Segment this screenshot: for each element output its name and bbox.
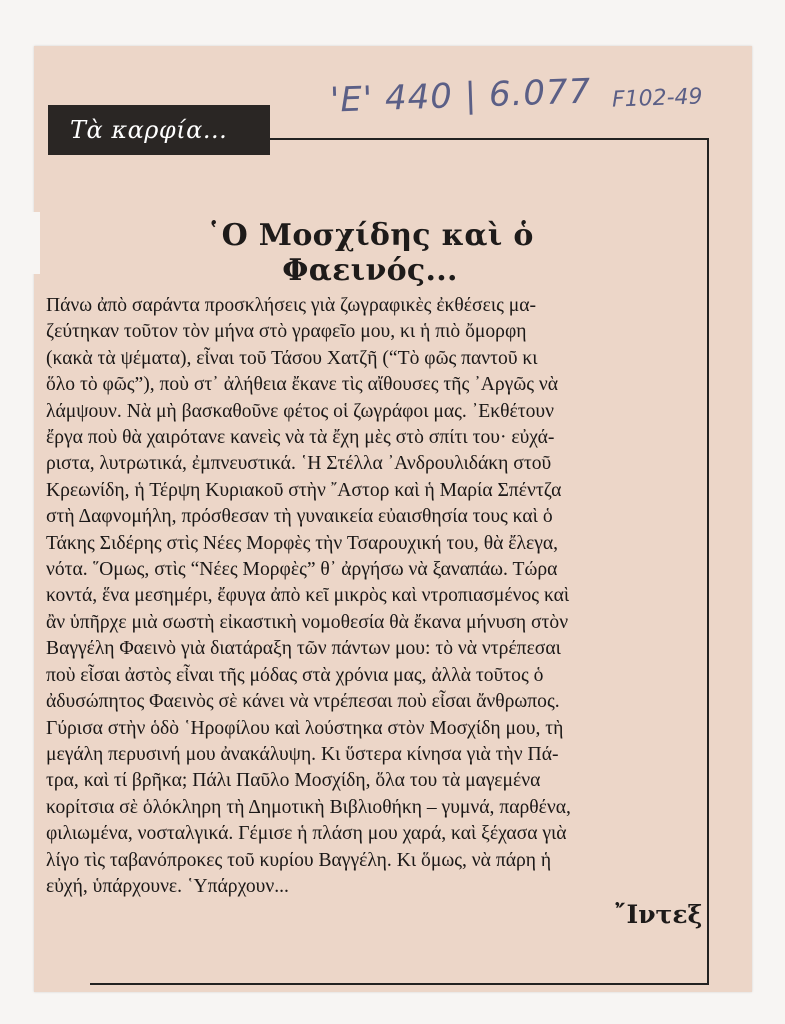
article-line: ζεύτηκαν τοῦτον τὸν μήνα στὸ γραφεῖο μου, κι ἡ πιὸ ὄμορφη (46, 321, 527, 343)
section-label: Τὰ καρφία... (48, 105, 270, 155)
article-line: νότα. ῞Ομως, στὶς “Νέες Μορφὲς” θ᾽ ἀργήσω νὰ ξαναπάω. Τώρα (46, 559, 558, 581)
article-body (46, 293, 700, 900)
article-line: Τάκης Σιδέρης στὶς Νέες Μορφὲς τὴν Τσαρουχική του, θὰ ἔλεγα, (46, 532, 559, 554)
article-line: λάμψουν. Νὰ μὴ βασκαθοῦνε φέτος οἱ ζωγράφοι μας. ᾽Εκθέτουν (46, 400, 554, 422)
article-line: τρα, καὶ τί βρῆκα; Πάλι Παῦλο Μοσχίδη, ὅλα του τὰ μαγεμένα (46, 770, 541, 792)
article-line: στὴ Δαφνομήλη, πρόσθεσαν τὴ γυναικεία εὐαισθησία τους καὶ ὁ (46, 506, 553, 528)
article-line: ριστα, λυτρωτικά, ἐμπνευστικά. ῾Η Στέλλα ᾽Ανδρουλιδάκη στοῦ (46, 453, 552, 475)
article-line: μεγάλη περυσινή μου ἀνακάλυψη. Κι ὕστερα κίνησα γιὰ τὴν Πά- (46, 743, 559, 765)
article-line: ποὺ εἶσαι ἀστὸς εἶναι τῆς μόδας στὰ χρόνια μας, ἀλλὰ τοῦτος ὁ (46, 664, 544, 686)
article-line: ἀδυσώπητος Φαεινὸς σὲ κάνει νὰ ντρέπεσαι ποὺ εἶσαι ἄνθρωπος. (46, 691, 560, 713)
article-line: λίγο τὶς ταβανόπροκες τοῦ κυρίου Βαγγέλη. Κι ὅμως, νὰ πάρη ἡ (46, 849, 552, 871)
article-line: κορίτσια σὲ ὁλόκληρη τὴ Δημοτικὴ Βιβλιοθήκη – γυμνά, παρθένα, (46, 796, 571, 818)
author-signature: ῎Ιντεξ (614, 900, 703, 929)
article-line: κοντά, ἕνα μεσημέρι, ἔφυγα ἀπὸ κεῖ μικρὸς καὶ ντροπιασμένος καὶ (46, 585, 570, 607)
article-headline: ῾Ο Μοσχίδης καὶ ὁ Φαεινός... (206, 218, 534, 288)
article-line: φιλιωμένα, νοσταλγικά. Γέμισε ἡ πλάση μου χαρά, καὶ ξέχασα γιὰ (46, 823, 567, 845)
article-line: (κακὰ τὰ ψέματα), εἶναι τοῦ Τάσου Χατζῆ (“Τὸ φῶς παντοῦ κι (46, 347, 538, 369)
article-line: Πάνω ἀπὸ σαράντα προσκλήσεις γιὰ ζωγραφικὲς ἐκθέσεις μα- (46, 295, 537, 316)
article-line: ὅλο τὸ φῶς”), ποὺ στ᾽ ἀλήθεια ἔκανε τὶς αἴθουσες τῆς ᾽Αργῶς νὰ (46, 374, 559, 396)
article-line: εὐχή, ὑπάρχουνε. ῾Υπάρχουν... (46, 875, 289, 897)
article-line: ἔργα ποὺ θὰ χαιρότανε κανεὶς νὰ τὰ ἔχη μὲς στὸ σπίτι του· εὐχά- (46, 427, 555, 449)
torn-edge (14, 212, 40, 274)
handwritten-archive-note: 'Ε' 440 | 6.077 (329, 71, 592, 121)
article-line: Βαγγέλη Φαεινὸ γιὰ διατάραξη τῶν πάντων μου: τὸ νὰ ντρέπεσαι (46, 638, 561, 660)
handwritten-archive-code: F102-49 (611, 84, 703, 113)
article-line: ἂν ὑπῆρχε μιὰ σωστὴ εἰκαστικὴ νομοθεσία θὰ ἔκανα μήνυση στὸν (46, 611, 569, 633)
article-line: Κρεωνίδη, ἡ Τέρψη Κυριακοῦ στὴν ῎Αστορ καὶ ἡ Μαρία Σπέντζα (46, 479, 562, 501)
article-line: Γύρισα στὴν ὁδὸ ῾Ηροφίλου καὶ λούστηκα στὸν Μοσχίδη μου, τὴ (46, 717, 564, 739)
